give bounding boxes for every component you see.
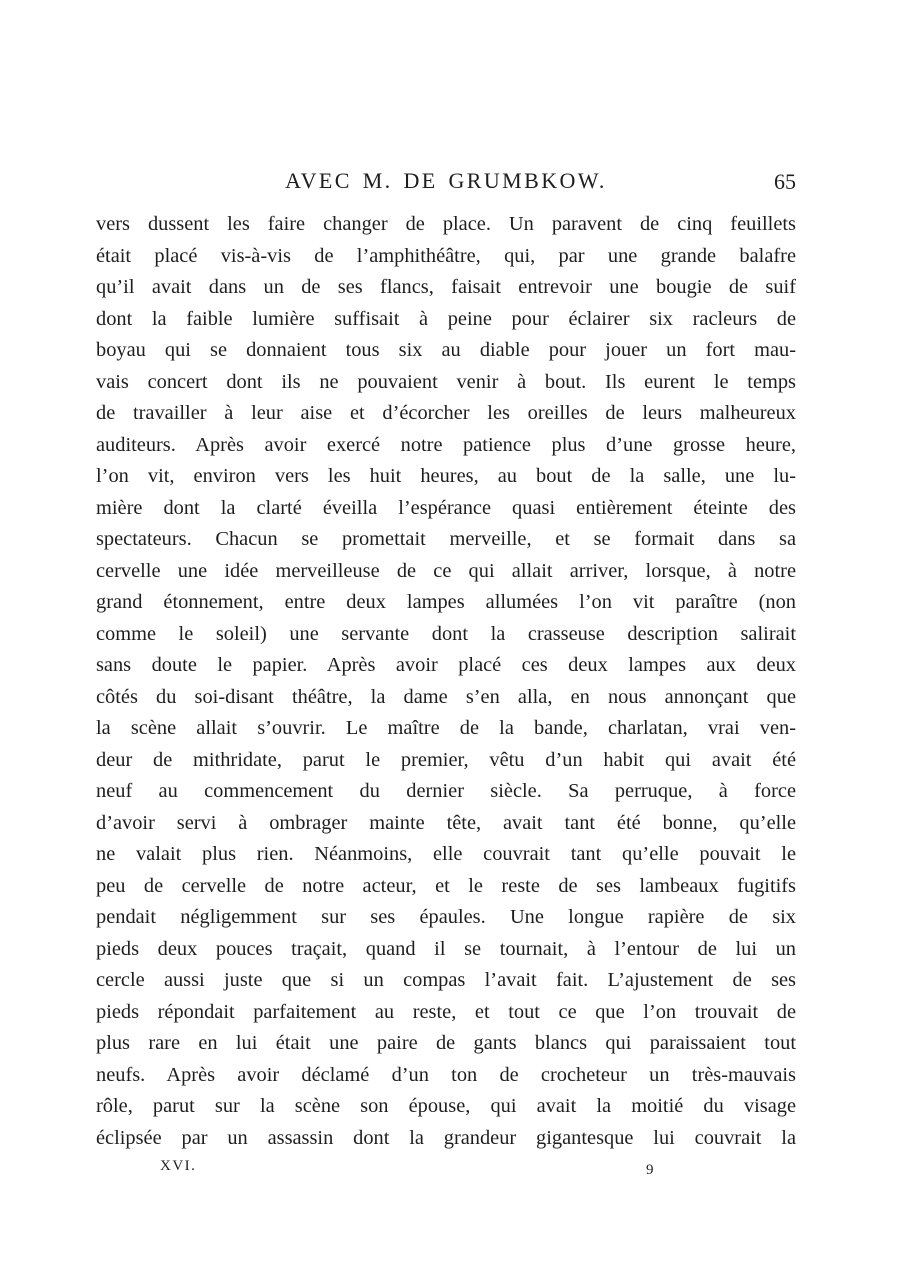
running-head	[96, 168, 796, 198]
page-number: 65	[774, 169, 796, 194]
text-line: pendait négligemment sur ses épaules. Une longue rapière de six	[96, 906, 796, 928]
text-line: grand étonnement, entre deux lampes allumées l’on vit paraître (non	[96, 591, 796, 613]
text-line: neuf au commencement du dernier siècle. Sa perruque, à force	[96, 780, 796, 802]
text-line: deur de mithridate, parut le premier, vêtu d’un habit qui avait été	[96, 748, 796, 771]
text-line: cervelle une idée merveilleuse de ce qui allait arriver, lorsque, à notre	[96, 559, 796, 582]
text-line: plus rare en lui était une paire de gants blancs qui paraissaient tout	[96, 1032, 796, 1054]
text-line: la scène allait s’ouvrir. Le maître de la bande, charlatan, vrai ven-	[96, 717, 796, 739]
text-line: comme le soleil) une servante dont la crasseuse description salirait	[96, 622, 796, 645]
text-line: l’on vit, environ vers les huit heures, au bout de la salle, une lu-	[96, 465, 796, 487]
text-line: était placé vis-à-vis de l’amphithéâtre, qui, par une grande balafre	[96, 244, 796, 267]
page-footer	[96, 1158, 796, 1188]
body-text	[96, 209, 796, 1154]
text-line: sans doute le papier. Après avoir placé ces deux lampes aux deux	[96, 654, 796, 676]
text-line: spectateurs. Chacun se promettait merveille, et se formait dans sa	[96, 528, 796, 550]
text-line: peu de cervelle de notre acteur, et le reste de ses lambeaux fugitifs	[96, 874, 796, 897]
text-line: boyau qui se donnaient tous six au diable pour jouer un fort mau-	[96, 339, 796, 361]
text-line: auditeurs. Après avoir exercé notre patience plus d’une grosse heure,	[96, 433, 796, 456]
text-line: dont la faible lumière suffisait à peine pour éclairer six racleurs de	[96, 307, 796, 330]
sheet-number: 9	[646, 1162, 654, 1178]
text-line: qu’il avait dans un de ses flancs, faisait entrevoir une bougie de suif	[96, 276, 796, 298]
signature-mark: XVI.	[160, 1158, 197, 1174]
text-line: mière dont la clarté éveilla l’espérance quasi entièrement éteinte des	[96, 496, 796, 519]
text-line: neufs. Après avoir déclamé d’un ton de crocheteur un très-mauvais	[96, 1063, 796, 1086]
text-line: rôle, parut sur la scène son épouse, qui avait la moitié du visage	[96, 1095, 796, 1117]
text-line: côtés du soi-disant théâtre, la dame s’en alla, en nous annonçant que	[96, 685, 796, 708]
text-line: éclipsée par un assassin dont la grandeur gigantesque lui couvrait la	[96, 1126, 796, 1149]
text-line: d’avoir servi à ombrager mainte tête, avait tant été bonne, qu’elle	[96, 811, 796, 834]
running-title: AVEC M. DE GRUMBKOW.	[285, 168, 607, 193]
text-line: pieds répondait parfaitement au reste, et tout ce que l’on trouvait de	[96, 1000, 796, 1023]
text-line: de travailler à leur aise et d’écorcher les oreilles de leurs malheureux	[96, 402, 796, 424]
text-line: cercle aussi juste que si un compas l’avait fait. L’ajustement de ses	[96, 969, 796, 991]
text-line: vers dussent les faire changer de place. Un paravent de cinq feuillets	[96, 213, 796, 235]
text-line: ne valait plus rien. Néanmoins, elle couvrait tant qu’elle pouvait le	[96, 843, 796, 865]
text-line: vais concert dont ils ne pouvaient venir à bout. Ils eurent le temps	[96, 370, 796, 393]
text-line: pieds deux pouces traçait, quand il se tournait, à l’entour de lui un	[96, 937, 796, 960]
